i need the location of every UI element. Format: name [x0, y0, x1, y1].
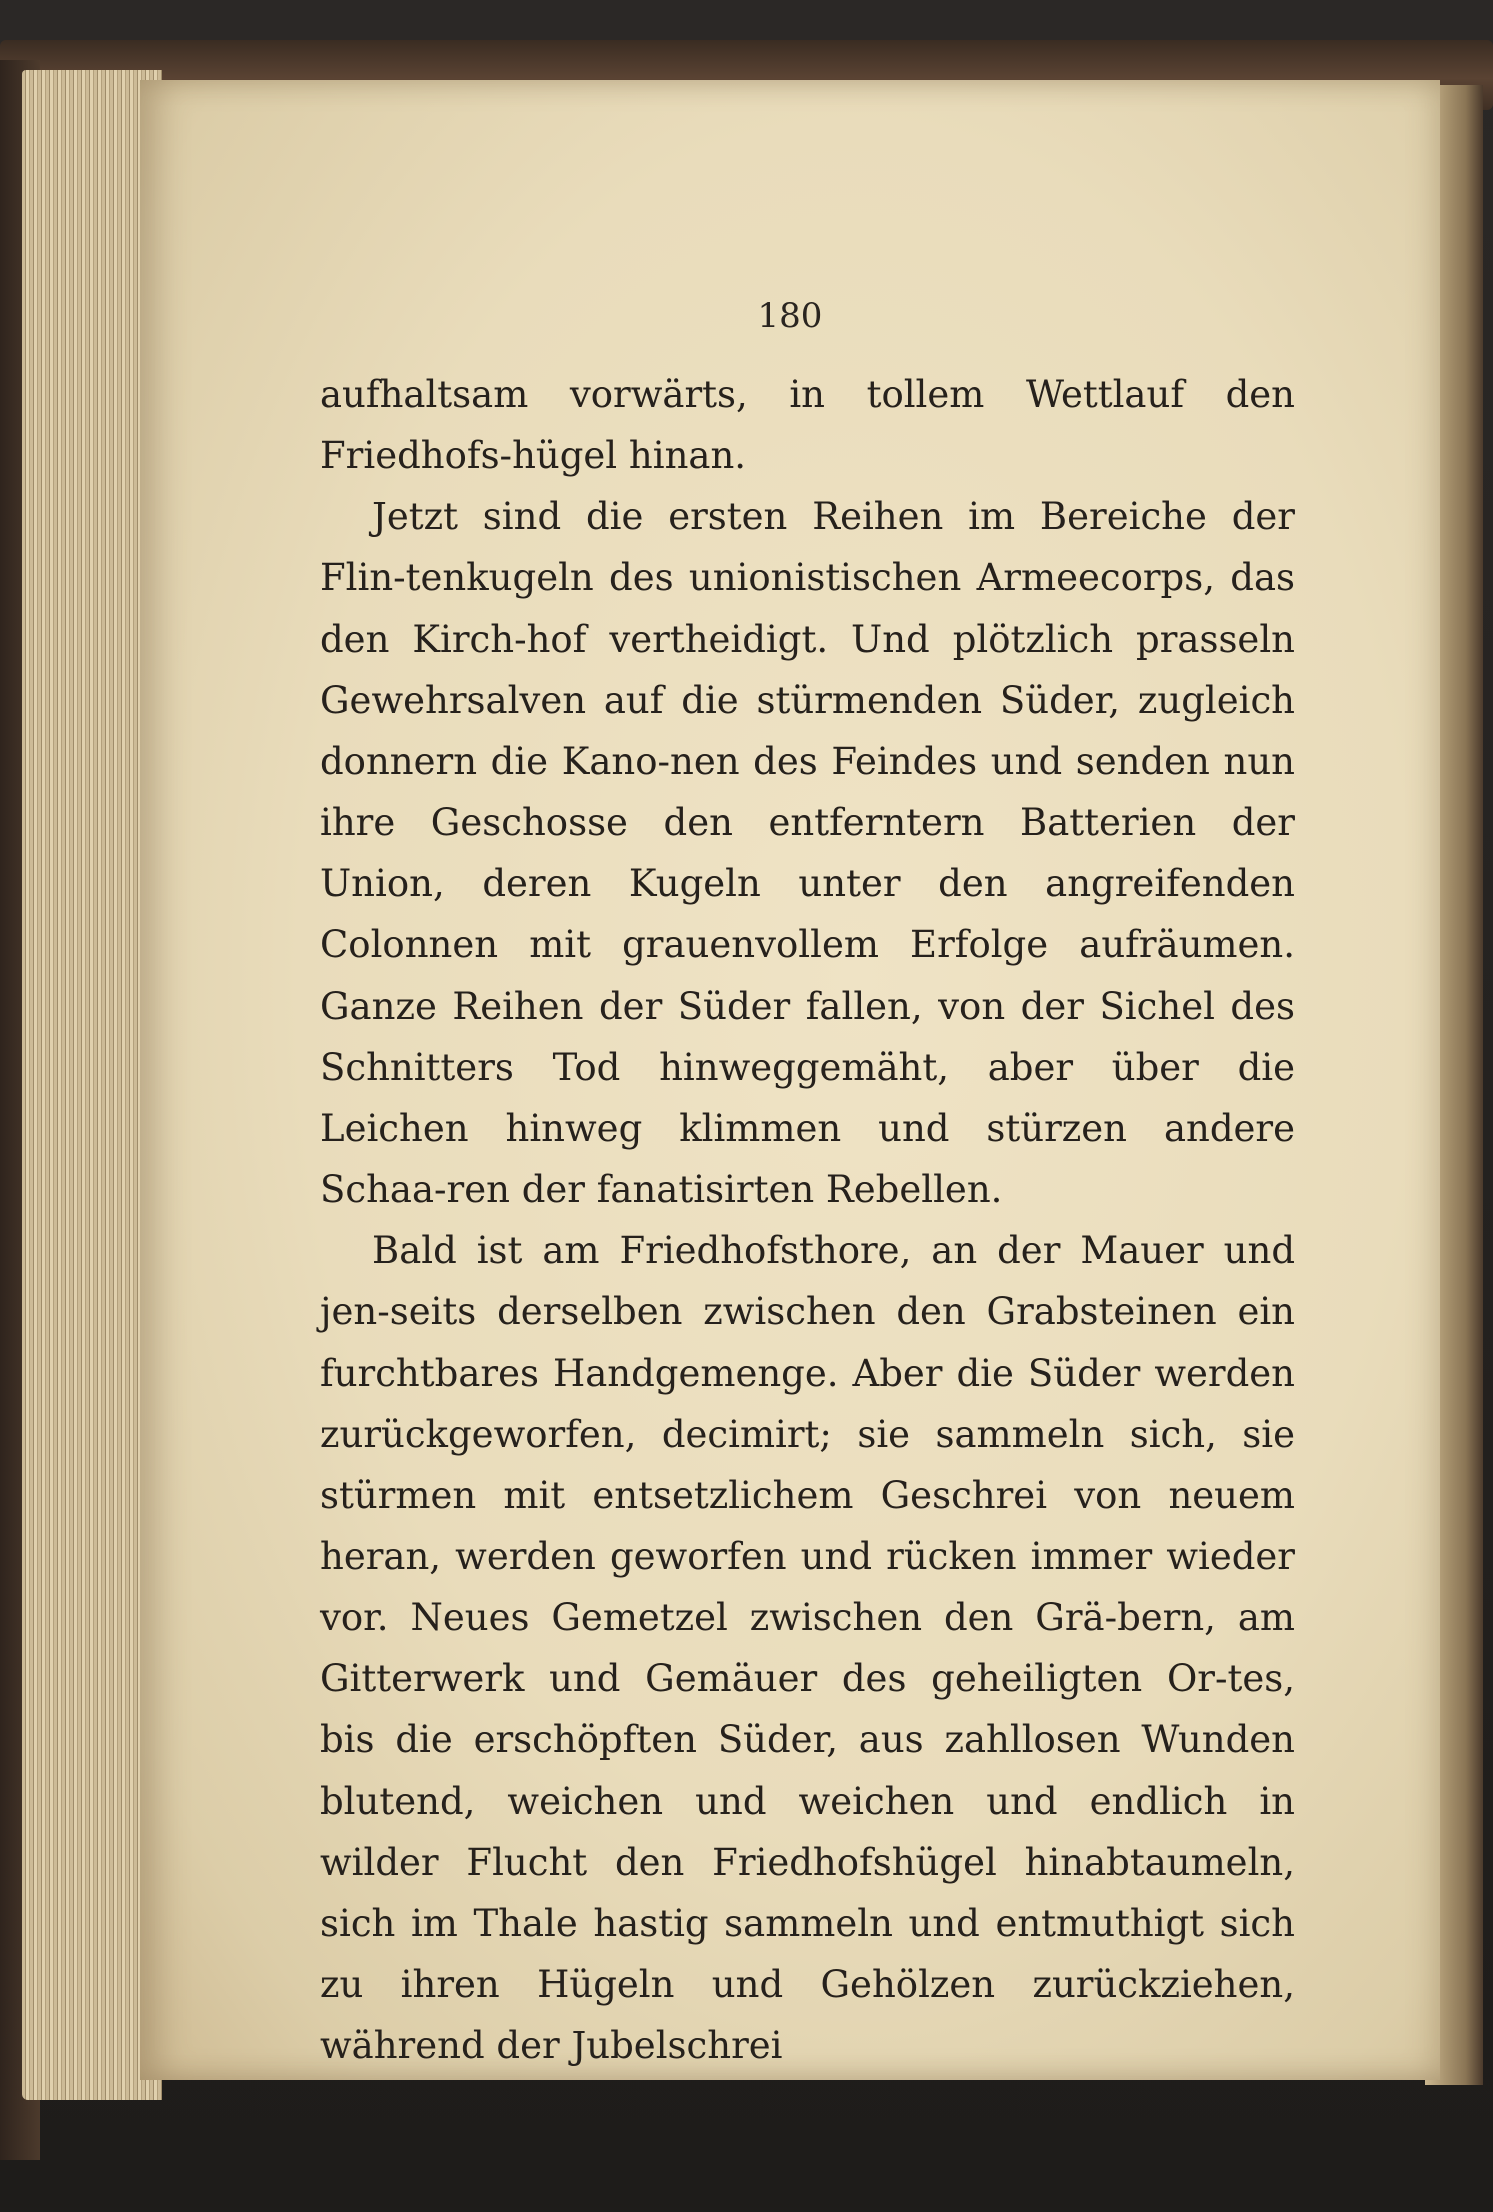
page-number: 180: [757, 296, 823, 336]
paragraph: Jetzt sind die ersten Reihen im Bereiche der Flin-tenkugeln des unionistischen Armeecorps, das den Kirch-hof vertheidigt. Und plötzlich prasseln Gewehrsalven auf die stürmenden Süder, zugleich donnern die Kano-nen des Feindes und senden nun ihre Geschosse den entferntern Batterien der Union, deren Kugeln unter den angreifenden Colonnen mit grauenvollem Erfolge aufräumen. Ganze Reihen der Süder fallen, von der Sichel des Schnitters Tod hinweggemäht, aber über die Leichen hinweg klimmen und stürzen andere Schaa-ren der fanatisirten Rebellen.: [320, 495, 1295, 1212]
paragraph: Bald ist am Friedhofsthore, an der Mauer und jen-seits derselben zwischen den Grabsteinen ein furchtbares Handgemenge. Aber die Süder werden zurückgeworfen, decimirt; sie sammeln sich, sie stürmen mit entsetzlichem Geschrei von neuem heran, werden geworfen und rücken immer wieder vor. Neues Gemetzel zwischen den Grä-bern, am Gitterwerk und Gemäuer des geheiligten Or-tes, bis die erschöpften Süder, aus zahllosen Wunden blutend, weichen und weichen und endlich in wilder Flucht den Friedhofshügel hinabtaumeln, sich im Thale hastig sammeln und entmuthigt sich zu ihren Hügeln und Gehölzen zurückziehen, während der Jubelschrei: [320, 1229, 1295, 2068]
paragraph: aufhaltsam vorwärts, in tollem Wettlauf den Friedhofs-hügel hinan.: [320, 373, 1295, 478]
page-text: [320, 364, 1295, 2076]
book-page: [140, 80, 1440, 2080]
